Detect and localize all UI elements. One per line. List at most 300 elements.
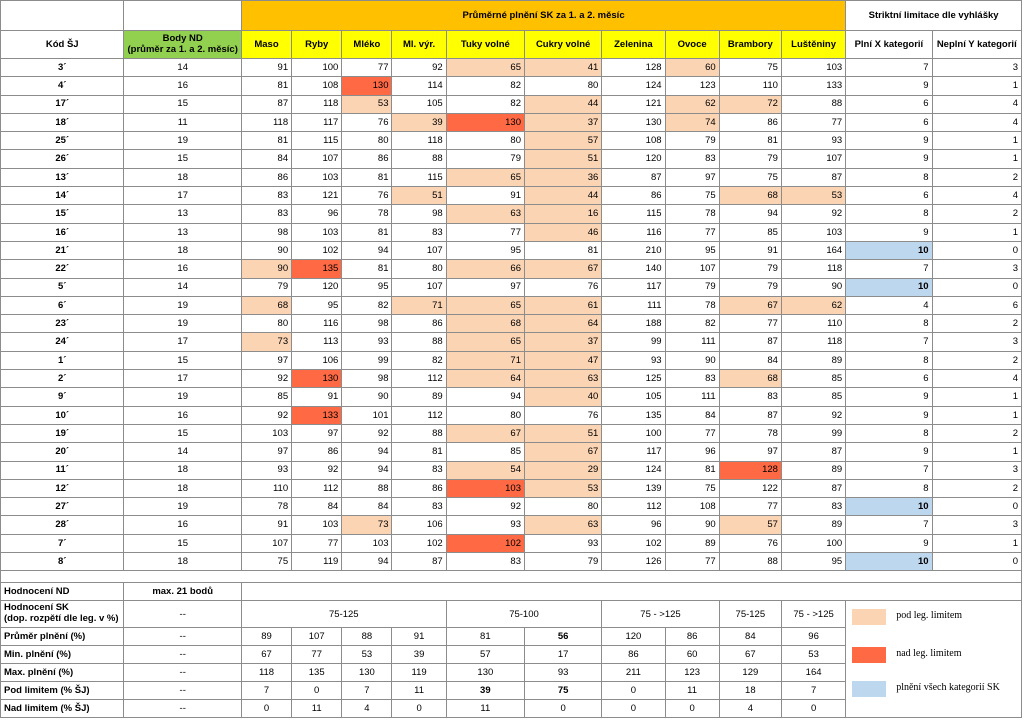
stat-cell: 164 [781,664,845,682]
row-label: Průměr plnění (%) [1,628,124,646]
table-row [1,498,1022,516]
neplni-cell: 3 [932,260,1021,278]
cat-header: Ryby [292,31,342,59]
value-cell: 51 [524,424,601,442]
stat-cell: 0 [241,700,291,718]
value-cell: 68 [446,315,524,333]
plni-cell: 9 [846,388,932,406]
value-cell: 75 [665,187,719,205]
body-nd-cell: 14 [124,278,241,296]
stat-cell: 91 [392,628,446,646]
value-cell: 77 [342,59,392,77]
value-cell: 95 [781,553,845,571]
value-cell: 87 [781,443,845,461]
value-cell: 110 [719,77,781,95]
value-cell: 80 [446,132,524,150]
stat-cell: 67 [241,646,291,664]
dash: -- [124,700,241,718]
kod-cell: 13´ [1,168,124,186]
value-cell: 83 [241,187,291,205]
value-cell: 62 [781,296,845,314]
kod-cell: 7´ [1,534,124,552]
value-cell: 112 [392,370,446,388]
value-cell: 97 [446,278,524,296]
table-row [1,150,1022,168]
value-cell: 86 [392,315,446,333]
value-cell: 133 [292,406,342,424]
neplni-cell: 2 [932,424,1021,442]
stat-cell: 11 [292,700,342,718]
table-row [1,406,1022,424]
table-row [1,132,1022,150]
kod-cell: 5´ [1,278,124,296]
value-cell: 128 [602,59,665,77]
value-cell: 88 [342,479,392,497]
value-cell: 76 [342,187,392,205]
value-cell: 130 [292,370,342,388]
legend: pod leg. limitem nad leg. limitem plnění všech kategorií SK [846,601,1022,718]
value-cell: 51 [392,187,446,205]
stat-cell: 89 [241,628,291,646]
stat-cell: 4 [719,700,781,718]
value-cell: 83 [665,150,719,168]
value-cell: 99 [342,351,392,369]
value-cell: 83 [719,388,781,406]
stat-cell: 39 [392,646,446,664]
value-cell: 92 [392,59,446,77]
plni-cell: 8 [846,424,932,442]
value-cell: 113 [292,333,342,351]
summary-body [1,571,1022,718]
value-cell: 57 [719,516,781,534]
value-cell: 116 [292,315,342,333]
body-nd-cell: 17 [124,370,241,388]
kod-header: Kód ŠJ [1,31,124,59]
neplni-cell: 3 [932,461,1021,479]
neplni-cell: 0 [932,498,1021,516]
value-cell: 80 [241,315,291,333]
neplni-cell: 2 [932,479,1021,497]
plni-cell: 10 [846,241,932,259]
table-row [1,443,1022,461]
plni-cell: 7 [846,260,932,278]
value-cell: 67 [524,443,601,461]
value-cell: 96 [665,443,719,461]
value-cell: 95 [342,278,392,296]
value-cell: 118 [781,260,845,278]
range: 75-125 [241,601,446,628]
stat-cell: 56 [524,628,601,646]
kod-cell: 26´ [1,150,124,168]
value-cell: 92 [292,461,342,479]
row-label: Max. plnění (%) [1,664,124,682]
value-cell: 92 [781,406,845,424]
value-cell: 114 [392,77,446,95]
value-cell: 79 [719,278,781,296]
row-label: Nad limitem (% ŠJ) [1,700,124,718]
plni-cell: 8 [846,315,932,333]
value-cell: 97 [241,443,291,461]
stat-cell: 0 [781,700,845,718]
stat-cell: 39 [446,682,524,700]
value-cell: 87 [392,553,446,571]
dash: -- [124,682,241,700]
plni-cell: 4 [846,296,932,314]
value-cell: 65 [446,168,524,186]
value-cell: 60 [665,59,719,77]
value-cell: 112 [602,498,665,516]
dash: -- [124,601,241,628]
range: 75-125 [719,601,781,628]
body-nd-cell: 13 [124,223,241,241]
value-cell: 84 [665,406,719,424]
value-cell: 75 [241,553,291,571]
cat-header: Tuky volné [446,31,524,59]
value-cell: 77 [665,553,719,571]
value-cell: 81 [342,260,392,278]
cat-header: Ovoce [665,31,719,59]
value-cell: 89 [781,516,845,534]
value-cell: 63 [446,205,524,223]
kod-cell: 16´ [1,223,124,241]
value-cell: 91 [292,388,342,406]
value-cell: 77 [292,534,342,552]
cat-header: Ml. výr. [392,31,446,59]
value-cell: 62 [665,95,719,113]
table-row [1,296,1022,314]
value-cell: 91 [241,516,291,534]
plni-cell: 6 [846,113,932,131]
value-cell: 87 [719,333,781,351]
table-row [1,260,1022,278]
kod-cell: 23´ [1,315,124,333]
kod-cell: 20´ [1,443,124,461]
body-nd-cell: 15 [124,351,241,369]
value-cell: 94 [342,241,392,259]
stat-cell: 53 [342,646,392,664]
value-cell: 135 [292,260,342,278]
plni-cell: 7 [846,333,932,351]
value-cell: 76 [524,406,601,424]
kod-cell: 8´ [1,553,124,571]
stat-cell: 60 [665,646,719,664]
neplni-cell: 1 [932,388,1021,406]
stat-cell: 130 [342,664,392,682]
stat-cell: 123 [665,664,719,682]
value-cell: 119 [292,553,342,571]
value-cell: 140 [602,260,665,278]
neplni-cell: 4 [932,113,1021,131]
value-cell: 75 [665,479,719,497]
value-cell: 79 [665,132,719,150]
body-nd-cell: 17 [124,187,241,205]
value-cell: 98 [241,223,291,241]
plni-header: Plní X kategorií [846,31,932,59]
body-nd-cell: 15 [124,95,241,113]
value-cell: 46 [524,223,601,241]
value-cell: 125 [602,370,665,388]
kod-cell: 15´ [1,205,124,223]
value-cell: 79 [719,260,781,278]
value-cell: 102 [392,534,446,552]
row-label: Min. plnění (%) [1,646,124,664]
plni-cell: 9 [846,150,932,168]
value-cell: 65 [446,296,524,314]
dash: -- [124,628,241,646]
kod-cell: 1´ [1,351,124,369]
value-cell: 118 [781,333,845,351]
body-nd-cell: 17 [124,333,241,351]
value-cell: 93 [524,534,601,552]
value-cell: 67 [524,260,601,278]
value-cell: 120 [292,278,342,296]
value-cell: 86 [602,187,665,205]
value-cell: 84 [719,351,781,369]
value-cell: 121 [292,187,342,205]
value-cell: 111 [665,333,719,351]
value-cell: 94 [719,205,781,223]
value-cell: 77 [719,498,781,516]
value-cell: 93 [602,351,665,369]
value-cell: 44 [524,95,601,113]
neplni-cell: 4 [932,370,1021,388]
limit-title: Striktní limitace dle vyhlášky [846,1,1022,31]
value-cell: 118 [292,95,342,113]
value-cell: 93 [446,516,524,534]
value-cell: 94 [446,388,524,406]
value-cell: 94 [342,443,392,461]
table-row [1,59,1022,77]
value-cell: 65 [446,333,524,351]
value-cell: 79 [665,278,719,296]
neplni-cell: 4 [932,95,1021,113]
value-cell: 65 [446,59,524,77]
stat-cell: 11 [392,682,446,700]
table-row [1,333,1022,351]
group-title: Průměrné plnění SK za 1. a 2. měsíc [241,1,845,31]
value-cell: 78 [342,205,392,223]
value-cell: 40 [524,388,601,406]
value-cell: 89 [392,388,446,406]
value-cell: 115 [602,205,665,223]
kod-cell: 28´ [1,516,124,534]
kod-cell: 18´ [1,113,124,131]
table-row [1,424,1022,442]
value-cell: 95 [292,296,342,314]
value-cell: 64 [524,315,601,333]
row-label: Hodnocení ND [1,583,124,601]
value-cell: 88 [392,424,446,442]
value-cell: 51 [524,150,601,168]
value-cell: 103 [781,59,845,77]
value-cell: 126 [602,553,665,571]
stat-cell: 86 [602,646,665,664]
value-cell: 116 [602,223,665,241]
value-cell: 29 [524,461,601,479]
value-cell: 72 [719,95,781,113]
value-cell: 117 [292,113,342,131]
value-cell: 16 [524,205,601,223]
value-cell: 124 [602,461,665,479]
cat-header: Luštěniny [781,31,845,59]
stat-cell: 0 [292,682,342,700]
dash: -- [124,664,241,682]
value-cell: 102 [446,534,524,552]
value-cell: 54 [446,461,524,479]
value-cell: 67 [719,296,781,314]
value-cell: 81 [342,168,392,186]
plni-cell: 9 [846,534,932,552]
value-cell: 118 [241,113,291,131]
value-cell: 103 [342,534,392,552]
value-cell: 103 [292,223,342,241]
value-cell: 103 [292,516,342,534]
value-cell: 124 [602,77,665,95]
value-cell: 90 [241,241,291,259]
value-cell: 81 [342,223,392,241]
cat-header: Zelenina [602,31,665,59]
value-cell: 84 [292,498,342,516]
body-nd-cell: 15 [124,534,241,552]
nd-value: max. 21 bodů [124,583,241,601]
stat-cell: 120 [602,628,665,646]
stat-cell: 119 [392,664,446,682]
body-nd-cell: 15 [124,150,241,168]
plni-cell: 10 [846,553,932,571]
value-cell: 97 [665,168,719,186]
body-nd-cell: 16 [124,77,241,95]
value-cell: 101 [342,406,392,424]
value-cell: 210 [602,241,665,259]
kod-cell: 14´ [1,187,124,205]
table-row [1,388,1022,406]
body-nd-cell: 16 [124,406,241,424]
neplni-cell: 3 [932,333,1021,351]
value-cell: 98 [342,315,392,333]
value-cell: 98 [392,205,446,223]
spacer-row [1,571,1022,583]
stat-cell: 4 [342,700,392,718]
table-row [1,77,1022,95]
neplni-cell: 4 [932,187,1021,205]
value-cell: 122 [719,479,781,497]
stat-cell: 107 [292,628,342,646]
legend-swatch [852,681,886,697]
value-cell: 117 [602,443,665,461]
value-cell: 90 [241,260,291,278]
value-cell: 77 [446,223,524,241]
value-cell: 121 [602,95,665,113]
value-cell: 133 [781,77,845,95]
table-row [1,241,1022,259]
stat-cell: 75 [524,682,601,700]
stat-cell: 81 [446,628,524,646]
value-cell: 39 [392,113,446,131]
value-cell: 83 [241,205,291,223]
neplni-cell: 6 [932,296,1021,314]
header-row-top [1,1,1022,31]
value-cell: 85 [781,388,845,406]
value-cell: 89 [665,534,719,552]
neplni-cell: 2 [932,351,1021,369]
value-cell: 96 [602,516,665,534]
value-cell: 95 [665,241,719,259]
plni-cell: 8 [846,205,932,223]
stat-cell: 86 [665,628,719,646]
body-nd-cell: 19 [124,498,241,516]
stat-cell: 88 [342,628,392,646]
range: 75 - >125 [602,601,719,628]
stat-cell: 57 [446,646,524,664]
plni-cell: 8 [846,479,932,497]
value-cell: 107 [292,150,342,168]
value-cell: 87 [719,406,781,424]
value-cell: 90 [342,388,392,406]
value-cell: 100 [602,424,665,442]
body-nd-cell: 16 [124,260,241,278]
kod-cell: 2´ [1,370,124,388]
plni-cell: 9 [846,406,932,424]
cat-header: Cukry volné [524,31,601,59]
dash: -- [124,646,241,664]
value-cell: 68 [241,296,291,314]
value-cell: 78 [719,424,781,442]
kod-cell: 10´ [1,406,124,424]
table-row [1,278,1022,296]
value-cell: 93 [241,461,291,479]
kod-cell: 12´ [1,479,124,497]
body-nd-cell: 14 [124,59,241,77]
value-cell: 90 [665,351,719,369]
kod-cell: 27´ [1,498,124,516]
value-cell: 61 [524,296,601,314]
stat-cell: 211 [602,664,665,682]
value-cell: 110 [241,479,291,497]
value-cell: 88 [719,553,781,571]
stat-cell: 18 [719,682,781,700]
body-nd-cell: 19 [124,296,241,314]
value-cell: 112 [392,406,446,424]
value-cell: 44 [524,187,601,205]
kod-cell: 4´ [1,77,124,95]
value-cell: 87 [241,95,291,113]
stat-cell: 84 [719,628,781,646]
value-cell: 81 [392,443,446,461]
value-cell: 106 [292,351,342,369]
value-cell: 78 [665,205,719,223]
value-cell: 96 [292,205,342,223]
table-row [1,315,1022,333]
value-cell: 91 [241,59,291,77]
value-cell: 74 [665,113,719,131]
neplni-cell: 1 [932,150,1021,168]
value-cell: 87 [781,168,845,186]
table-row [1,553,1022,571]
value-cell: 108 [665,498,719,516]
value-cell: 128 [719,461,781,479]
neplni-cell: 0 [932,553,1021,571]
value-cell: 92 [342,424,392,442]
value-cell: 92 [781,205,845,223]
value-cell: 77 [719,315,781,333]
neplni-cell: 0 [932,278,1021,296]
value-cell: 107 [665,260,719,278]
value-cell: 97 [241,351,291,369]
value-cell: 93 [342,333,392,351]
neplni-cell: 0 [932,241,1021,259]
value-cell: 97 [292,424,342,442]
kod-cell: 22´ [1,260,124,278]
